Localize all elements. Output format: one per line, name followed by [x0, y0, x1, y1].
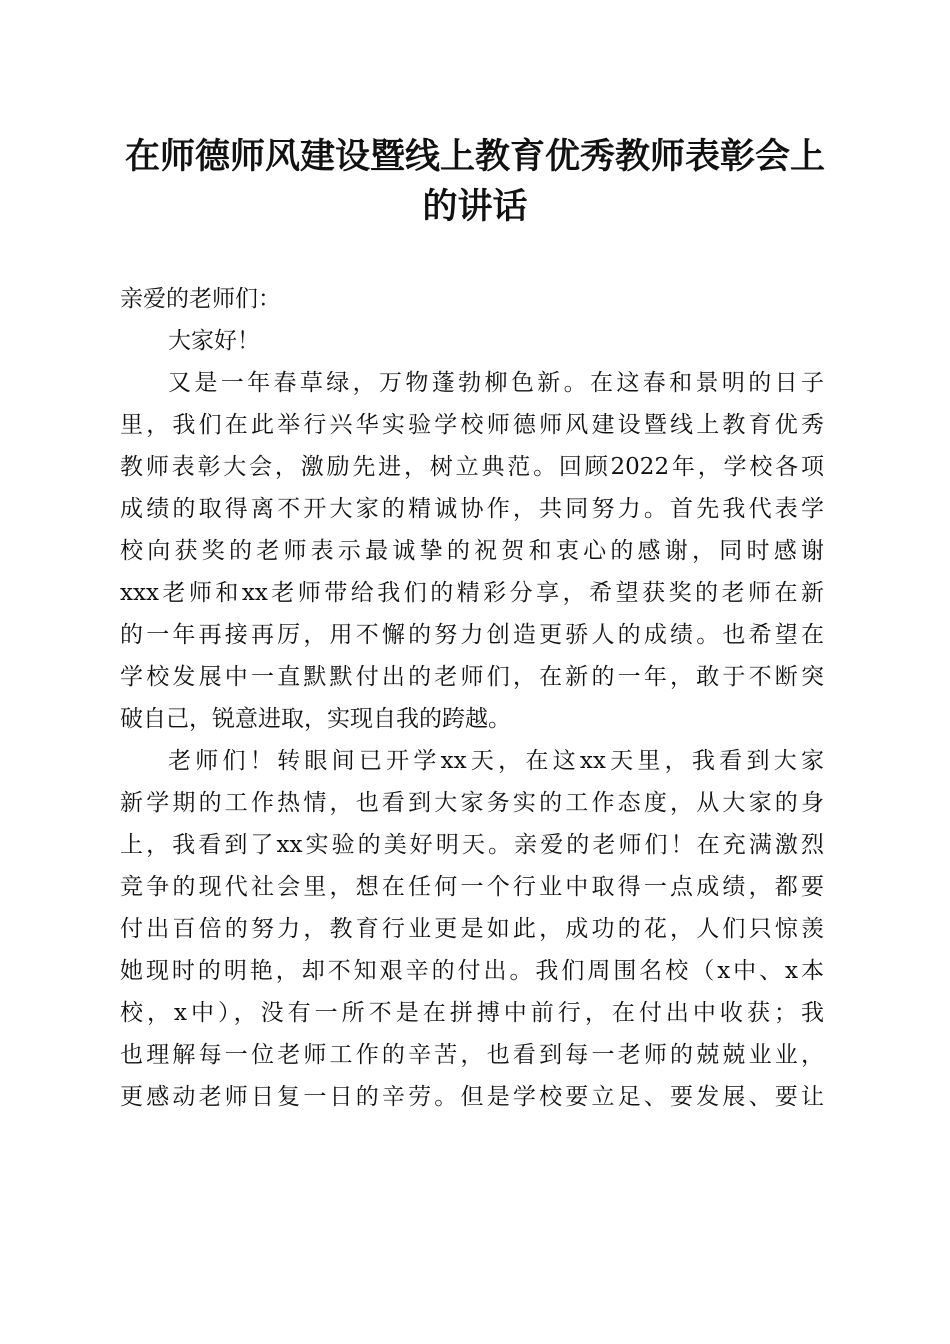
- paragraph-line: 的一年再接再厉，用不懈的努力创造更骄人的成绩。也希望在: [120, 622, 824, 648]
- paragraph-line: 她现时的明艳，却不知艰辛的付出。我们周围名校（x中、x本: [120, 958, 824, 984]
- paragraph-line: 新学期的工作热情，也看到大家务实的工作态度，从大家的身: [120, 790, 824, 816]
- paragraph-line: 里，我们在此举行兴华实验学校师德师风建设暨线上教育优秀: [120, 412, 824, 438]
- paragraph-line: 校向获奖的老师表示最诚挚的祝贺和衷心的感谢，同时感谢: [120, 538, 824, 564]
- paragraph-line: 学校发展中一直默默付出的老师们，在新的一年，敢于不断突: [120, 664, 824, 690]
- paragraph-line: 教师表彰大会，激励先进，树立典范。回顾2022年，学校各项: [120, 454, 824, 480]
- paragraph-1: [120, 362, 824, 740]
- title-line-1: 在师德师风建设暨线上教育优秀教师表彰会上: [124, 136, 825, 177]
- paragraph-2: [120, 740, 824, 1118]
- paragraph-line: 也理解每一位老师工作的辛苦，也看到每一老师的兢兢业业，: [120, 1042, 824, 1068]
- paragraph-line: 校，x中），没有一所不是在拼搏中前行，在付出中收获；我: [120, 1000, 824, 1026]
- document-title: [110, 132, 840, 232]
- title-line-2: 的讲话: [422, 186, 528, 227]
- paragraph-line: 老师们！转眼间已开学xx天，在这xx天里，我看到大家: [168, 748, 824, 774]
- paragraph-line: 付出百倍的努力，教育行业更是如此，成功的花，人们只惊羡: [120, 916, 824, 942]
- paragraph-line: 破自己，锐意进取，实现自我的跨越。: [120, 706, 511, 732]
- document-body: [120, 278, 824, 1118]
- paragraph-line: 上，我看到了xx实验的美好明天。亲爱的老师们！在充满激烈: [120, 832, 824, 858]
- paragraph-line: 更感动老师日复一日的辛劳。但是学校要立足、要发展、要让: [120, 1084, 824, 1110]
- paragraph-line: 竞争的现代社会里，想在任何一个行业中取得一点成绩，都要: [120, 874, 824, 900]
- paragraph-line: 成绩的取得离不开大家的精诚协作，共同努力。首先我代表学: [120, 496, 824, 522]
- greeting: 大家好！: [168, 328, 260, 354]
- salutation: 亲爱的老师们：: [120, 286, 281, 312]
- paragraph-line: xxx老师和xx老师带给我们的精彩分享，希望获奖的老师在新: [120, 580, 824, 606]
- paragraph-line: 又是一年春草绿，万物蓬勃柳色新。在这春和景明的日子: [168, 370, 824, 396]
